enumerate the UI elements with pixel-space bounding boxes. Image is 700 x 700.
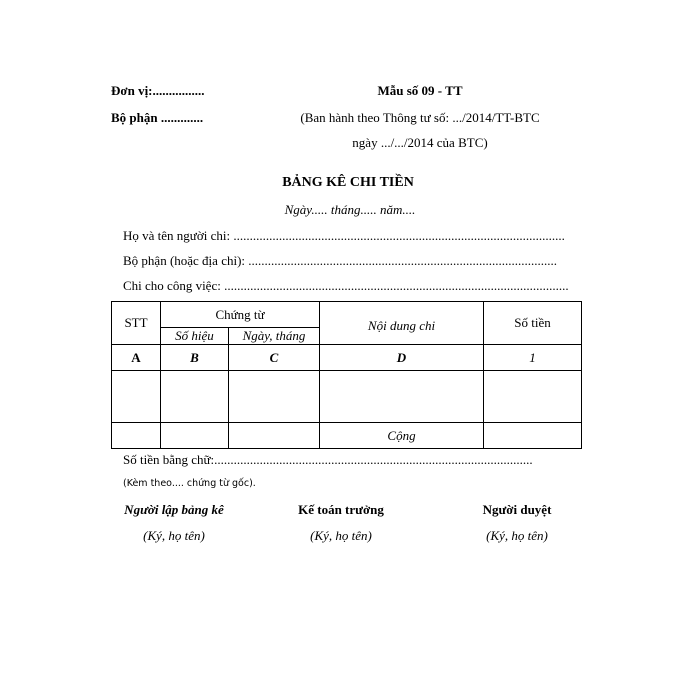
expense-table (111, 301, 582, 449)
code-cell: 1 (484, 345, 582, 371)
empty-cell (229, 371, 320, 423)
empty-cell (484, 371, 582, 423)
empty-cell (112, 423, 161, 449)
code-row (112, 345, 582, 371)
issued-by-line-2: ngày .../.../2014 của BTC) (352, 135, 488, 150)
content-header: Nội dung chi (320, 302, 484, 345)
purpose-field: Chi cho công việc: .......................................................................................................... (123, 278, 569, 293)
signature-title-preparer: Người lập bảng kê (124, 502, 224, 517)
signature-note-preparer: (Ký, họ tên) (143, 528, 205, 543)
empty-cell (161, 371, 229, 423)
empty-cell (161, 423, 229, 449)
empty-cell (112, 371, 161, 423)
department-address-field: Bộ phận (hoặc địa chỉ): ............................................................................................... (123, 253, 558, 268)
empty-cell (320, 371, 484, 423)
empty-cell (229, 423, 320, 449)
document-title: BẢNG KÊ CHI TIỀN (282, 175, 414, 190)
amount-in-words-field: Số tiền bằng chữ:.................................................................................................. (123, 452, 533, 467)
amount-header: Số tiền (484, 302, 582, 345)
stt-header: STT (112, 302, 161, 345)
date-line: Ngày..... tháng..... năm.... (284, 202, 416, 217)
doc-number-header: Số hiệu (161, 328, 229, 345)
total-amount-cell (484, 423, 582, 449)
signature-title-approver: Người duyệt (482, 502, 552, 517)
code-cell: D (320, 345, 484, 371)
total-row (112, 423, 582, 449)
code-cell: C (229, 345, 320, 371)
code-cell: A (112, 345, 161, 371)
form-number: Mẫu số 09 - TT (377, 83, 463, 98)
signature-note-approver: (Ký, họ tên) (486, 528, 548, 543)
total-label: Cộng (320, 423, 484, 449)
doc-date-header: Ngày, tháng (229, 328, 320, 345)
signature-title-chief-accountant: Kế toán trưởng (298, 502, 384, 517)
signature-note-chief-accountant: (Ký, họ tên) (310, 528, 372, 543)
department-field: Bộ phận ............. (111, 110, 204, 125)
issued-by-line-1: (Ban hành theo Thông tư số: .../2014/TT-BTC (300, 110, 540, 125)
document-group-header: Chứng từ (161, 302, 320, 328)
table-header-row (112, 302, 582, 328)
table-row (112, 371, 582, 423)
unit-field: Đơn vị:................ (111, 83, 205, 98)
code-cell: B (161, 345, 229, 371)
payer-name-field: Họ và tên người chi: ...................................................................................................... (123, 228, 565, 243)
attachments-note: (Kèm theo.... chứng từ gốc). (123, 478, 256, 489)
